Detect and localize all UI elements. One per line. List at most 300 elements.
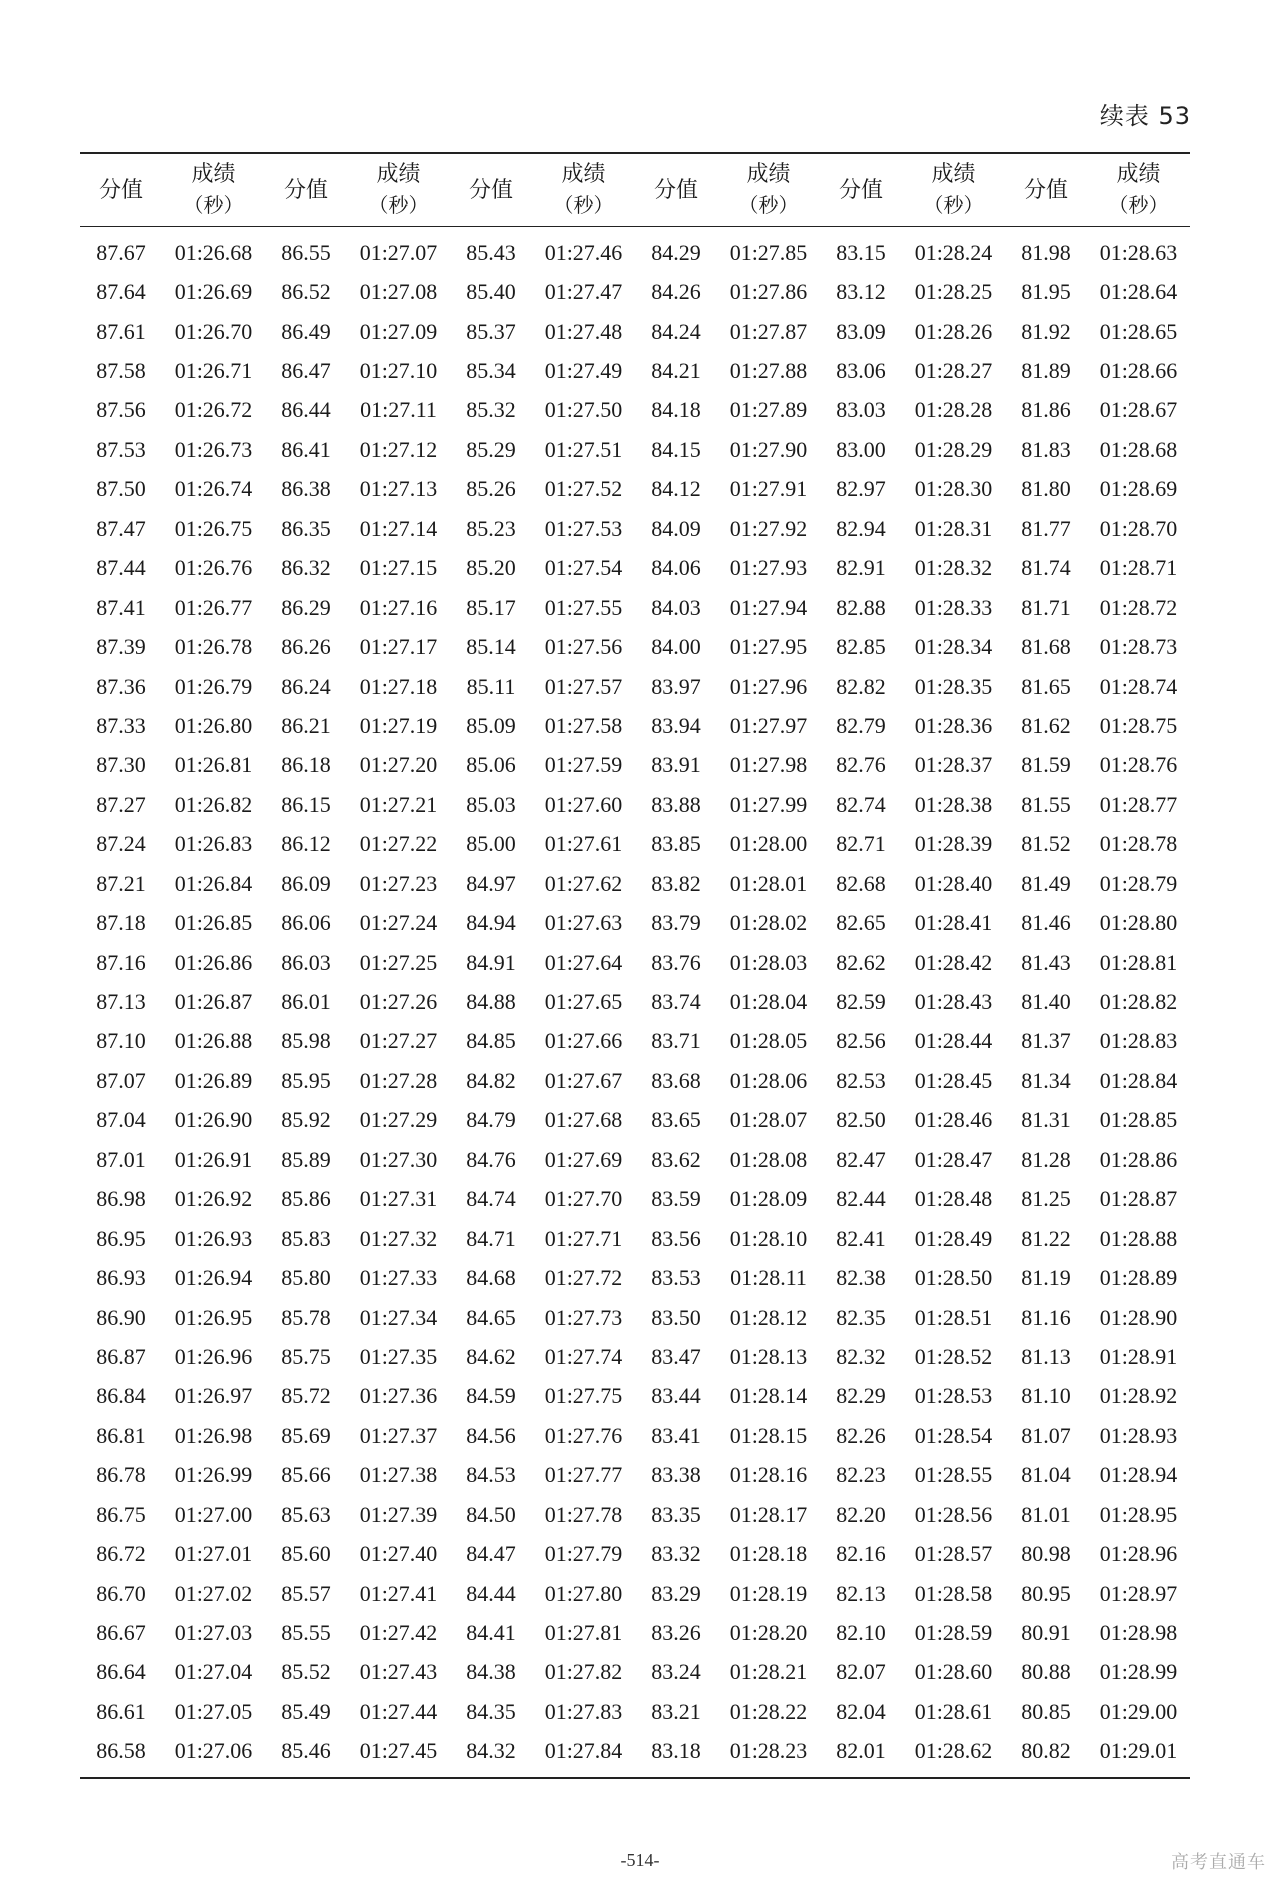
result-cell: 01:28.24: [914, 239, 993, 265]
score-cell: 85.14: [466, 634, 516, 660]
result-cell: 01:27.08: [359, 279, 438, 305]
table-row: [80, 706, 1190, 745]
result-cell: 01:27.36: [359, 1383, 438, 1409]
result-cell: 01:26.83: [174, 831, 253, 857]
score-cell: 84.71: [466, 1225, 516, 1251]
score-cell: 87.16: [96, 949, 146, 975]
score-cell: 87.33: [96, 712, 146, 738]
score-cell: 82.68: [836, 870, 886, 896]
score-cell: 85.92: [281, 1107, 331, 1133]
score-cell: 84.03: [651, 594, 701, 620]
score-cell: 82.85: [836, 634, 886, 660]
score-cell: 86.01: [281, 989, 331, 1015]
score-cell: 84.50: [466, 1501, 516, 1527]
table-row: [80, 627, 1190, 666]
table-row: [80, 1022, 1190, 1061]
score-cell: 82.38: [836, 1265, 886, 1291]
result-cell: 01:28.87: [1099, 1186, 1178, 1212]
result-cell: 01:26.85: [174, 910, 253, 936]
result-cell: 01:27.69: [544, 1146, 623, 1172]
score-cell: 84.32: [466, 1738, 516, 1764]
score-cell: 86.44: [281, 397, 331, 423]
result-cell: 01:28.32: [914, 555, 993, 581]
result-cell: 01:27.79: [544, 1541, 623, 1567]
header-result: [902, 153, 1005, 227]
header-label: 成绩: [931, 162, 976, 187]
result-cell: 01:28.38: [914, 791, 993, 817]
result-cell: 01:27.06: [174, 1738, 253, 1764]
header-result: [717, 153, 820, 227]
score-cell: 85.75: [281, 1343, 331, 1369]
result-cell: 01:28.67: [1099, 397, 1178, 423]
result-cell: 01:27.17: [359, 634, 438, 660]
result-cell: 01:27.26: [359, 989, 438, 1015]
result-cell: 01:28.22: [729, 1698, 808, 1724]
result-cell: 01:28.34: [914, 634, 993, 660]
table-row: [80, 1495, 1190, 1534]
score-cell: 81.31: [1021, 1107, 1071, 1133]
result-cell: 01:27.45: [359, 1738, 438, 1764]
result-cell: 01:28.76: [1099, 752, 1178, 778]
result-cell: 01:27.62: [544, 870, 623, 896]
result-cell: 01:27.27: [359, 1028, 438, 1054]
score-cell: 85.40: [466, 279, 516, 305]
score-cell: 86.78: [96, 1462, 146, 1488]
result-cell: 01:26.98: [174, 1422, 253, 1448]
score-cell: 85.86: [281, 1186, 331, 1212]
score-cell: 87.10: [96, 1028, 146, 1054]
score-cell: 82.94: [836, 515, 886, 541]
header-label: 分值: [1023, 177, 1068, 203]
score-cell: 86.72: [96, 1541, 146, 1567]
result-cell: 01:27.87: [729, 318, 808, 344]
score-cell: 82.04: [836, 1698, 886, 1724]
score-cell: 83.18: [651, 1738, 701, 1764]
result-cell: 01:28.27: [914, 358, 993, 384]
header-label: 分值: [468, 177, 513, 203]
score-cell: 83.24: [651, 1659, 701, 1685]
result-cell: 01:26.89: [174, 1067, 253, 1093]
result-cell: 01:27.55: [544, 594, 623, 620]
score-cell: 81.46: [1021, 910, 1071, 936]
result-cell: 01:28.12: [729, 1304, 808, 1330]
score-cell: 85.20: [466, 555, 516, 581]
score-cell: 81.80: [1021, 476, 1071, 502]
result-cell: 01:27.73: [544, 1304, 623, 1330]
result-cell: 01:27.56: [544, 634, 623, 660]
result-cell: 01:28.56: [914, 1501, 993, 1527]
result-cell: 01:27.10: [359, 358, 438, 384]
result-cell: 01:27.16: [359, 594, 438, 620]
score-cell: 81.95: [1021, 279, 1071, 305]
header-label: 成绩: [376, 162, 421, 187]
score-cell: 84.38: [466, 1659, 516, 1685]
result-cell: 01:28.44: [914, 1028, 993, 1054]
score-cell: 85.78: [281, 1304, 331, 1330]
score-cell: 86.64: [96, 1659, 146, 1685]
result-cell: 01:27.53: [544, 515, 623, 541]
score-cell: 83.50: [651, 1304, 701, 1330]
result-cell: 01:27.32: [359, 1225, 438, 1251]
header-unit: （秒）: [183, 193, 244, 217]
result-cell: 01:27.97: [729, 712, 808, 738]
result-cell: 01:28.59: [914, 1620, 993, 1646]
score-cell: 87.64: [96, 279, 146, 305]
result-cell: 01:28.37: [914, 752, 993, 778]
result-cell: 01:28.95: [1099, 1501, 1178, 1527]
score-cell: 86.06: [281, 910, 331, 936]
result-cell: 01:27.02: [174, 1580, 253, 1606]
result-cell: 01:27.42: [359, 1620, 438, 1646]
result-cell: 01:27.47: [544, 279, 623, 305]
result-cell: 01:28.43: [914, 989, 993, 1015]
table-row: [80, 470, 1190, 509]
score-cell: 86.58: [96, 1738, 146, 1764]
score-cell: 85.11: [466, 673, 516, 699]
score-cell: 80.82: [1021, 1738, 1071, 1764]
result-cell: 01:27.43: [359, 1659, 438, 1685]
score-cell: 84.44: [466, 1580, 516, 1606]
score-cell: 81.68: [1021, 634, 1071, 660]
table-row: [80, 903, 1190, 942]
score-cell: 85.43: [466, 239, 516, 265]
header-unit: （秒）: [738, 193, 799, 217]
result-cell: 01:28.97: [1099, 1580, 1178, 1606]
score-cell: 81.28: [1021, 1146, 1071, 1172]
result-cell: 01:28.98: [1099, 1620, 1178, 1646]
score-cell: 80.85: [1021, 1698, 1071, 1724]
score-cell: 85.32: [466, 397, 516, 423]
result-cell: 01:27.82: [544, 1659, 623, 1685]
result-cell: 01:28.86: [1099, 1146, 1178, 1172]
result-cell: 01:28.77: [1099, 791, 1178, 817]
score-cell: 84.41: [466, 1620, 516, 1646]
result-cell: 01:27.63: [544, 910, 623, 936]
result-cell: 01:27.03: [174, 1620, 253, 1646]
table-row: [80, 1613, 1190, 1652]
result-cell: 01:27.76: [544, 1422, 623, 1448]
score-cell: 81.71: [1021, 594, 1071, 620]
score-cell: 86.26: [281, 634, 331, 660]
result-cell: 01:26.69: [174, 279, 253, 305]
score-cell: 86.52: [281, 279, 331, 305]
score-cell: 82.91: [836, 555, 886, 581]
result-cell: 01:28.05: [729, 1028, 808, 1054]
result-cell: 01:27.95: [729, 634, 808, 660]
score-cell: 82.29: [836, 1383, 886, 1409]
score-cell: 85.26: [466, 476, 516, 502]
result-cell: 01:27.74: [544, 1343, 623, 1369]
score-cell: 84.82: [466, 1067, 516, 1093]
score-cell: 85.63: [281, 1501, 331, 1527]
score-cell: 86.29: [281, 594, 331, 620]
score-cell: 83.12: [836, 279, 886, 305]
result-cell: 01:27.72: [544, 1265, 623, 1291]
score-cell: 81.86: [1021, 397, 1071, 423]
header-score: [450, 153, 532, 227]
result-cell: 01:27.14: [359, 515, 438, 541]
result-cell: 01:27.33: [359, 1265, 438, 1291]
score-cell: 83.26: [651, 1620, 701, 1646]
score-cell: 83.94: [651, 712, 701, 738]
result-cell: 01:28.66: [1099, 358, 1178, 384]
header-unit: （秒）: [1108, 193, 1169, 217]
result-cell: 01:27.25: [359, 949, 438, 975]
score-cell: 83.21: [651, 1698, 701, 1724]
score-cell: 86.15: [281, 791, 331, 817]
result-cell: 01:26.90: [174, 1107, 253, 1133]
score-cell: 82.44: [836, 1186, 886, 1212]
result-cell: 01:27.38: [359, 1462, 438, 1488]
score-cell: 84.35: [466, 1698, 516, 1724]
header-label: 分值: [98, 177, 143, 203]
result-cell: 01:27.31: [359, 1186, 438, 1212]
score-cell: 81.04: [1021, 1462, 1071, 1488]
result-cell: 01:27.11: [360, 397, 437, 423]
header-score: [635, 153, 717, 227]
result-cell: 01:28.47: [914, 1146, 993, 1172]
result-cell: 01:28.75: [1099, 712, 1178, 738]
result-cell: 01:28.72: [1099, 594, 1178, 620]
result-cell: 01:28.01: [729, 870, 808, 896]
header-score: [80, 153, 162, 227]
result-cell: 01:28.48: [914, 1186, 993, 1212]
score-cell: 85.66: [281, 1462, 331, 1488]
result-cell: 01:27.92: [729, 515, 808, 541]
header-unit: （秒）: [923, 193, 984, 217]
score-cell: 87.53: [96, 436, 146, 462]
result-cell: 01:28.39: [914, 831, 993, 857]
result-cell: 01:27.44: [359, 1698, 438, 1724]
result-cell: 01:29.01: [1099, 1738, 1178, 1764]
result-cell: 01:28.03: [729, 949, 808, 975]
score-table: [80, 152, 1190, 1779]
result-cell: 01:28.50: [914, 1265, 993, 1291]
result-cell: 01:28.62: [914, 1738, 993, 1764]
score-cell: 84.06: [651, 555, 701, 581]
result-cell: 01:27.51: [544, 436, 623, 462]
score-cell: 83.03: [836, 397, 886, 423]
score-cell: 87.36: [96, 673, 146, 699]
table-row: [80, 1732, 1190, 1778]
score-cell: 86.24: [281, 673, 331, 699]
header-result: [532, 153, 635, 227]
score-cell: 84.00: [651, 634, 701, 660]
score-cell: 83.00: [836, 436, 886, 462]
score-cell: 83.76: [651, 949, 701, 975]
score-cell: 82.97: [836, 476, 886, 502]
table-row: [80, 1653, 1190, 1692]
result-cell: 01:28.26: [914, 318, 993, 344]
score-cell: 82.23: [836, 1462, 886, 1488]
page-number: -514-: [620, 1850, 660, 1870]
score-cell: 83.15: [836, 239, 886, 265]
result-cell: 01:27.57: [544, 673, 623, 699]
result-cell: 01:27.71: [544, 1225, 623, 1251]
table-row: [80, 1140, 1190, 1179]
score-cell: 85.37: [466, 318, 516, 344]
result-cell: 01:28.10: [729, 1225, 808, 1251]
result-cell: 01:26.79: [174, 673, 253, 699]
score-cell: 83.68: [651, 1067, 701, 1093]
score-cell: 83.71: [651, 1028, 701, 1054]
score-cell: 81.07: [1021, 1422, 1071, 1448]
score-cell: 83.29: [651, 1580, 701, 1606]
score-cell: 85.80: [281, 1265, 331, 1291]
result-cell: 01:26.82: [174, 791, 253, 817]
result-cell: 01:28.99: [1099, 1659, 1178, 1685]
result-cell: 01:26.70: [174, 318, 253, 344]
table-row: [80, 1377, 1190, 1416]
result-cell: 01:27.24: [359, 910, 438, 936]
header-score: [820, 153, 902, 227]
score-cell: 86.90: [96, 1304, 146, 1330]
header-label: 成绩: [561, 162, 606, 187]
score-cell: 81.59: [1021, 752, 1071, 778]
score-cell: 83.91: [651, 752, 701, 778]
score-cell: 82.01: [836, 1738, 886, 1764]
result-cell: 01:26.97: [174, 1383, 253, 1409]
score-cell: 84.09: [651, 515, 701, 541]
score-cell: 81.37: [1021, 1028, 1071, 1054]
result-cell: 01:27.93: [729, 555, 808, 581]
result-cell: 01:27.75: [544, 1383, 623, 1409]
score-cell: 82.79: [836, 712, 886, 738]
result-cell: 01:27.80: [544, 1580, 623, 1606]
result-cell: 01:26.96: [174, 1343, 253, 1369]
score-cell: 85.34: [466, 358, 516, 384]
score-cell: 84.68: [466, 1265, 516, 1291]
score-cell: 84.26: [651, 279, 701, 305]
result-cell: 01:28.33: [914, 594, 993, 620]
result-cell: 01:28.74: [1099, 673, 1178, 699]
result-cell: 01:27.83: [544, 1698, 623, 1724]
result-cell: 01:28.20: [729, 1620, 808, 1646]
result-cell: 01:28.80: [1099, 910, 1178, 936]
result-cell: 01:28.40: [914, 870, 993, 896]
score-cell: 83.62: [651, 1146, 701, 1172]
result-cell: 01:26.71: [174, 358, 253, 384]
result-cell: 01:28.57: [914, 1541, 993, 1567]
result-cell: 01:26.76: [174, 555, 253, 581]
score-cell: 85.95: [281, 1067, 331, 1093]
result-cell: 01:28.31: [914, 515, 993, 541]
score-cell: 84.12: [651, 476, 701, 502]
result-cell: 01:28.18: [729, 1541, 808, 1567]
score-cell: 84.88: [466, 989, 516, 1015]
result-cell: 01:28.58: [914, 1580, 993, 1606]
score-cell: 81.92: [1021, 318, 1071, 344]
result-cell: 01:28.06: [729, 1067, 808, 1093]
result-cell: 01:27.23: [359, 870, 438, 896]
result-cell: 01:27.98: [729, 752, 808, 778]
result-cell: 01:26.87: [174, 989, 253, 1015]
score-cell: 82.47: [836, 1146, 886, 1172]
score-cell: 86.03: [281, 949, 331, 975]
result-cell: 01:28.09: [729, 1186, 808, 1212]
header-label: 分值: [838, 177, 883, 203]
result-cell: 01:27.00: [174, 1501, 253, 1527]
result-cell: 01:28.23: [729, 1738, 808, 1764]
header-score: [265, 153, 347, 227]
score-cell: 83.74: [651, 989, 701, 1015]
result-cell: 01:28.28: [914, 397, 993, 423]
result-cell: 01:27.84: [544, 1738, 623, 1764]
score-cell: 86.18: [281, 752, 331, 778]
result-cell: 01:29.00: [1099, 1698, 1178, 1724]
result-cell: 01:26.94: [174, 1265, 253, 1291]
score-cell: 83.53: [651, 1265, 701, 1291]
score-cell: 87.41: [96, 594, 146, 620]
score-cell: 82.13: [836, 1580, 886, 1606]
table-row: [80, 943, 1190, 982]
result-cell: 01:28.16: [729, 1462, 808, 1488]
table-row: [80, 1534, 1190, 1573]
header-label: 成绩: [191, 162, 236, 187]
result-cell: 01:27.94: [729, 594, 808, 620]
result-cell: 01:27.40: [359, 1541, 438, 1567]
header-result: [1087, 153, 1190, 227]
result-cell: 01:28.53: [914, 1383, 993, 1409]
score-cell: 81.10: [1021, 1383, 1071, 1409]
score-cell: 81.98: [1021, 239, 1071, 265]
score-cell: 80.95: [1021, 1580, 1071, 1606]
score-cell: 84.21: [651, 358, 701, 384]
result-cell: 01:28.04: [729, 989, 808, 1015]
result-cell: 01:28.49: [914, 1225, 993, 1251]
score-cell: 84.15: [651, 436, 701, 462]
score-cell: 85.09: [466, 712, 516, 738]
score-cell: 82.71: [836, 831, 886, 857]
score-cell: 81.43: [1021, 949, 1071, 975]
score-cell: 86.49: [281, 318, 331, 344]
table-row: [80, 1101, 1190, 1140]
score-cell: 83.82: [651, 870, 701, 896]
result-cell: 01:28.85: [1099, 1107, 1178, 1133]
table-row: [80, 549, 1190, 588]
score-cell: 82.10: [836, 1620, 886, 1646]
score-cell: 86.09: [281, 870, 331, 896]
score-cell: 84.18: [651, 397, 701, 423]
result-cell: 01:27.05: [174, 1698, 253, 1724]
table-row: [80, 312, 1190, 351]
score-cell: 82.82: [836, 673, 886, 699]
score-cell: 87.56: [96, 397, 146, 423]
result-cell: 01:26.99: [174, 1462, 253, 1488]
result-cell: 01:28.54: [914, 1422, 993, 1448]
result-cell: 01:27.85: [729, 239, 808, 265]
header-label: 分值: [653, 177, 698, 203]
result-cell: 01:28.79: [1099, 870, 1178, 896]
result-cell: 01:27.01: [174, 1541, 253, 1567]
result-cell: 01:27.58: [544, 712, 623, 738]
score-cell: 85.17: [466, 594, 516, 620]
result-cell: 01:28.08: [729, 1146, 808, 1172]
result-cell: 01:27.96: [729, 673, 808, 699]
result-cell: 01:27.68: [544, 1107, 623, 1133]
score-cell: 85.69: [281, 1422, 331, 1448]
header-label: 成绩: [746, 162, 791, 187]
result-cell: 01:27.07: [359, 239, 438, 265]
header-label: 成绩: [1116, 162, 1161, 187]
result-cell: 01:28.63: [1099, 239, 1178, 265]
result-cell: 01:28.81: [1099, 949, 1178, 975]
score-cell: 82.74: [836, 791, 886, 817]
result-cell: 01:27.64: [544, 949, 623, 975]
score-cell: 82.76: [836, 752, 886, 778]
result-cell: 01:27.99: [729, 791, 808, 817]
score-cell: 87.44: [96, 555, 146, 581]
